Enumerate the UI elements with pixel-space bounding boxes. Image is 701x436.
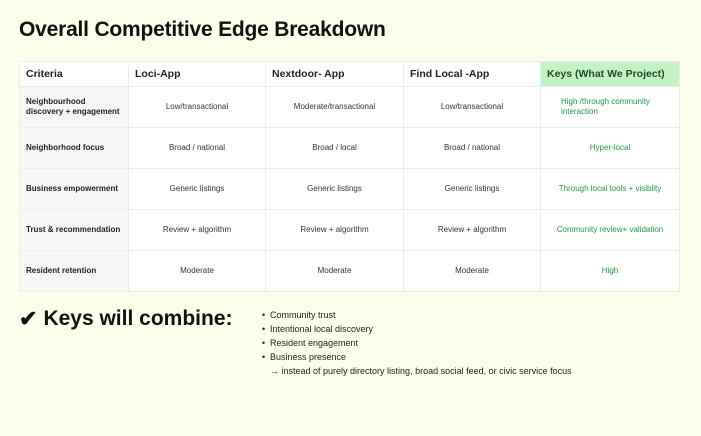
list-item: • Community trust [262, 308, 373, 322]
criteria-cell: Neighbourhood discovery + engagement [20, 87, 129, 128]
table-cell: Moderate [129, 251, 266, 292]
list-item: • Resident engagement [262, 336, 373, 350]
check-icon: ✔ [19, 306, 38, 331]
table-cell: Moderate/transactional [266, 87, 404, 128]
table-cell: Low/transactional [129, 87, 266, 128]
page-title: Overall Competitive Edge Breakdown [19, 18, 386, 41]
comparison-table-wrapper [19, 61, 679, 292]
list-item: • Intentional local discovery [262, 322, 373, 336]
list-item: • Business presence [262, 350, 373, 364]
table-row [20, 128, 680, 169]
header-criteria: Criteria [20, 62, 129, 87]
comparison-table [19, 61, 680, 292]
table-cell: Generic listings [266, 169, 404, 210]
combine-heading [19, 307, 233, 331]
combine-label: Keys will combine: [43, 307, 233, 330]
criteria-cell: Neighborhood focus [20, 128, 129, 169]
header-nextdoor-app: Nextdoor- App [266, 62, 404, 87]
table-cell: Moderate [404, 251, 541, 292]
table-cell: Review + algorithm [129, 210, 266, 251]
criteria-cell: Trust & recommendation [20, 210, 129, 251]
table-header-row [20, 62, 680, 87]
header-find-local-app: Find Local -App [404, 62, 541, 87]
table-cell: Broad / local [266, 128, 404, 169]
table-cell: Generic listings [404, 169, 541, 210]
table-row [20, 251, 680, 292]
table-cell: Broad / national [404, 128, 541, 169]
table-cell: Generic listings [129, 169, 266, 210]
criteria-cell: Resident retention [20, 251, 129, 292]
table-cell: Review + algorithm [266, 210, 404, 251]
table-row [20, 169, 680, 210]
criteria-cell: Business empowerment [20, 169, 129, 210]
table-row [20, 210, 680, 251]
table-cell: Broad / national [129, 128, 266, 169]
table-cell: Review + algorithm [404, 210, 541, 251]
keys-cell: Through local tools + visiblity [541, 169, 680, 210]
keys-cell: High /through community interaction [541, 87, 680, 128]
header-keys: Keys (What We Project) [541, 62, 680, 87]
header-loci-app: Loci-App [129, 62, 266, 87]
table-row [20, 87, 680, 128]
keys-cell: Community review+ validation [541, 210, 680, 251]
combine-note: → instead of purely directory listing, broad social feed, or civic service focus [270, 366, 572, 376]
keys-cell: Hyper-local [541, 128, 680, 169]
combine-bullet-list [262, 308, 373, 364]
keys-cell: High [541, 251, 680, 292]
table-cell: Low/transactional [404, 87, 541, 128]
table-cell: Moderate [266, 251, 404, 292]
